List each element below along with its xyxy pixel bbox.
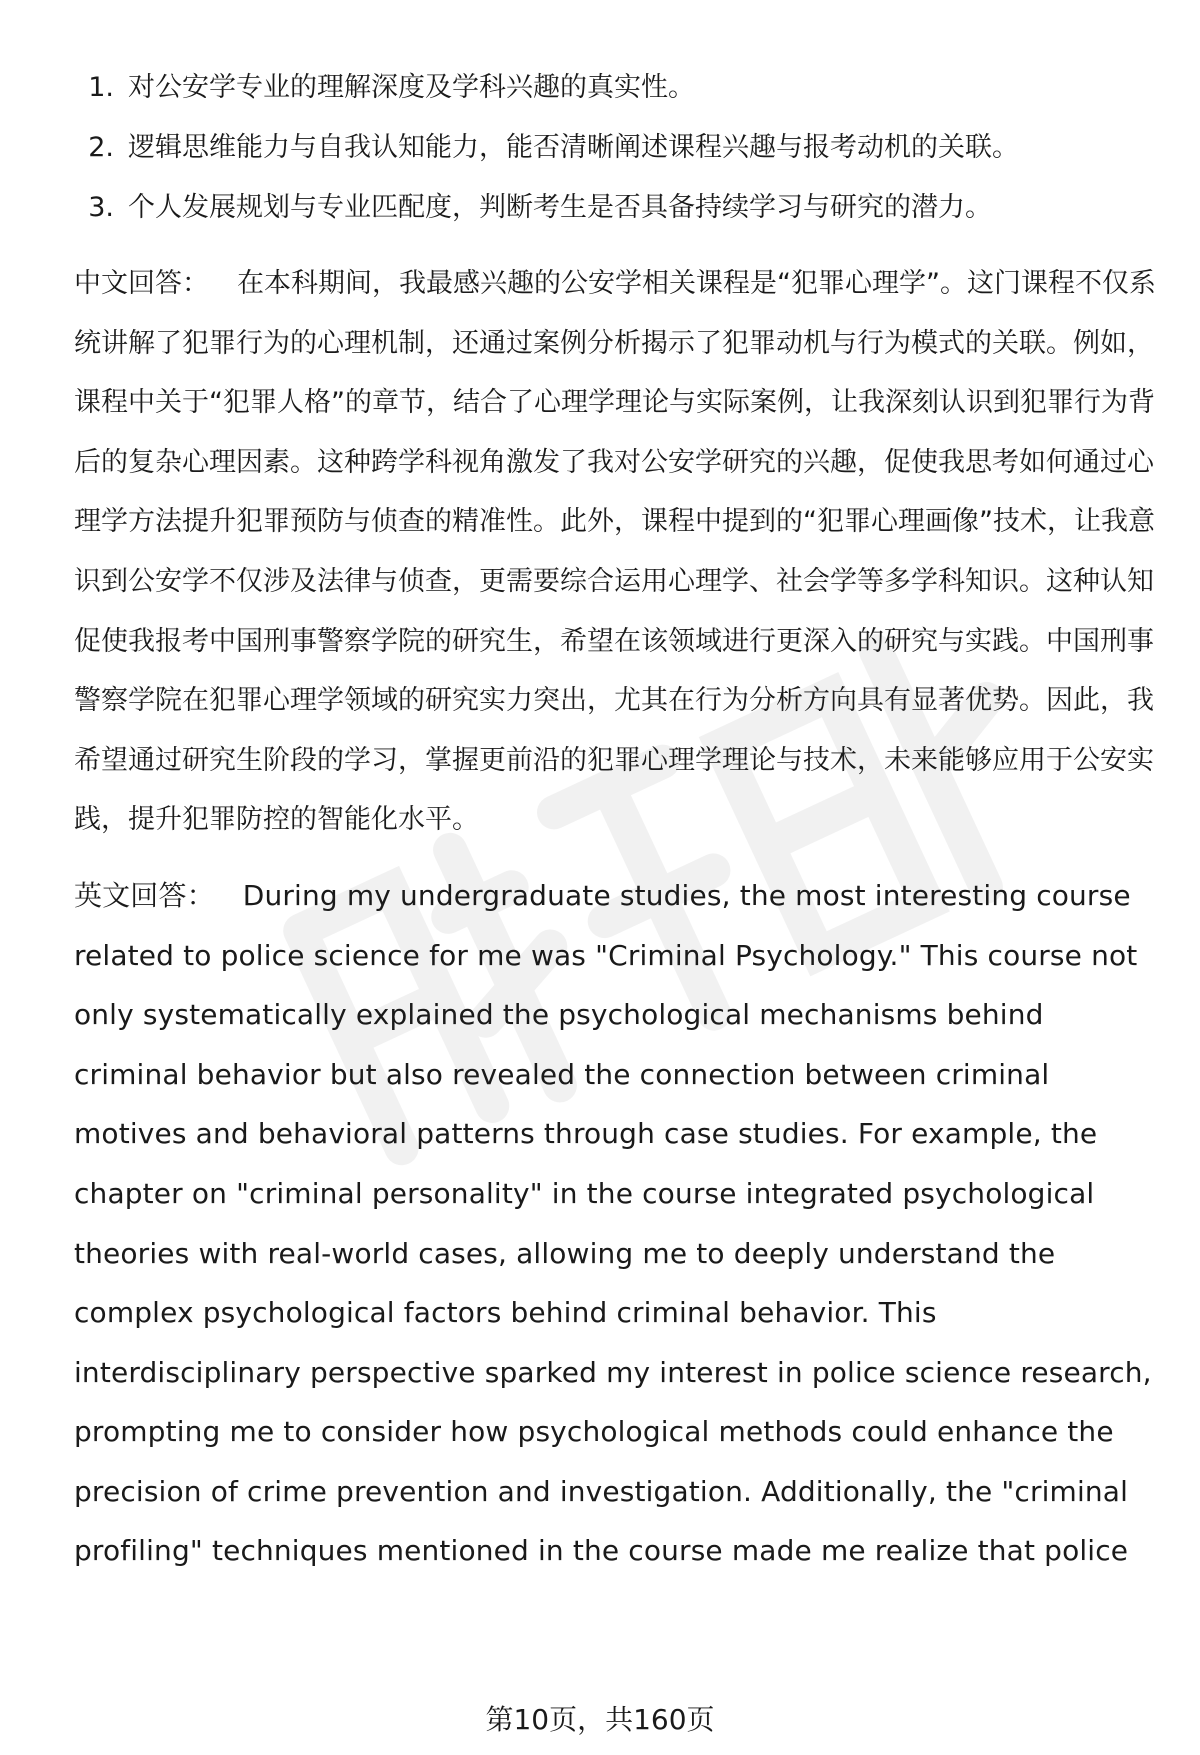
main-content [74, 58, 1164, 1597]
criteria-text: 逻辑思维能力与自我认知能力，能否清晰阐述课程兴趣与报考动机的关联。 [128, 132, 1019, 163]
criteria-item-3 [74, 178, 1164, 238]
criteria-item-1 [74, 58, 1164, 118]
page-footer [0, 1700, 1200, 1740]
english-answer-label: 英文回答： [74, 878, 215, 912]
page-number-label: 第10页，共160页 [485, 1703, 715, 1736]
chinese-answer-text: 在本科期间，我最感兴趣的公安学相关课程是“犯罪心理学”。这门课程不仅系统讲解了犯罪行为的心理机制，还通过案例分析揭示了犯罪动机与行为模式的关联。例如，课程中关于“犯罪人格”的章节，结合了心理学理论与实际案例，让我深刻认识到犯罪行为背后的复杂心理因素。这种跨学科视角激发了我对公安学研究的兴趣，促使我思考如何通过心理学方法提升犯罪预防与侦查的精准性。此外，课程中提到的“犯罪心理画像”技术，让我意识到公安学不仅涉及法律与侦查，更需要综合运用心理学、社会学等多学科知识。这种认知促使我报考中国刑事警察学院的研究生，希望在该领域进行更深入的研究与实践。中国刑事警察学院在犯罪心理学领域的研究实力突出，尤其在行为分析方向具有显著优势。因此，我希望通过研究生阶段的学习，掌握更前沿的犯罪心理学理论与技术，未来能够应用于公安实践，提升犯罪防控的智能化水平。 [74, 268, 1156, 836]
criteria-text: 个人发展规划与专业匹配度，判断考生是否具备持续学习与研究的潜力。 [128, 192, 992, 223]
english-answer-text: During my undergraduate studies, the most interesting course related to police science for me was "Criminal Psychology." This course not only systematically explained the psychological mechanisms behind criminal behavior but also revealed the connection between criminal motives and behavioral patterns through case studies. For example, the chapter on "criminal personality" in the course integrated psychological theories with real-world cases, allowing me to deeply understand the complex psychological factors behind criminal behavior. This interdisciplinary perspective sparked my interest in police science research, prompting me to consider how psychological methods could enhance the precision of crime prevention and investigation. Additionally, the "criminal profiling" techniques mentioned in the course made me realize that police [74, 878, 1152, 1568]
criteria-number: 1. [88, 72, 114, 103]
chinese-answer [74, 254, 1164, 850]
criteria-list [74, 58, 1164, 238]
criteria-number: 2. [88, 132, 114, 163]
chinese-answer-label: 中文回答： [74, 268, 209, 299]
criteria-item-2 [74, 118, 1164, 178]
criteria-number: 3. [88, 192, 114, 223]
english-answer [74, 866, 1164, 1581]
criteria-text: 对公安学专业的理解深度及学科兴趣的真实性。 [128, 72, 695, 103]
